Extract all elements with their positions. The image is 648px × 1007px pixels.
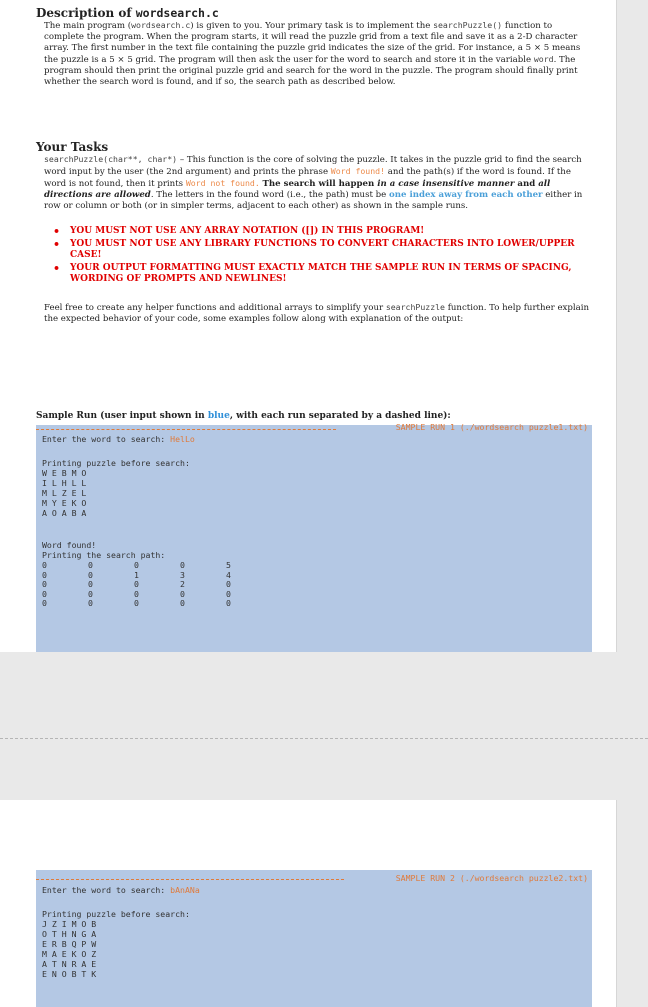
path-cell: 0 [134, 598, 139, 609]
word-found-line: Word found! [42, 540, 97, 550]
path-cell: 0 [226, 588, 231, 599]
grid-row: E N O B T K [42, 969, 97, 979]
grid-row: M A E K O Z [42, 949, 97, 959]
tasks-heading: Your Tasks [36, 140, 109, 154]
path-cell: 0 [88, 598, 93, 609]
path-cell: 5 [226, 560, 231, 570]
page-edge [616, 800, 617, 1007]
path-cell: 0 [88, 560, 93, 570]
tasks-paragraph: searchPuzzle(char**, char*) – This function is the core of solving the puzzle. It takes in the puzzle grid to find the search word input by the user (the 2nd argument) and prints the phrase Word found! and the path(s) if the word is found. If the word is not found, then it prints Word not found. The search will happen in a case insensitive manner and all directions are allowed. The letters in the found word (i.e., the path) must be one index away from each other either in row or column or both (or in simpler terms, adjacent to each other) as shown in the sample runs. [44, 154, 583, 212]
path-cell: 0 [180, 560, 185, 570]
path-cell: 0 [42, 579, 47, 590]
user-input: HelLo [170, 434, 195, 444]
path-cell: 4 [226, 569, 231, 580]
path-cell: 0 [134, 560, 139, 570]
grid-row: A T N R A E [42, 959, 97, 969]
printing-label: Printing puzzle before search: [42, 458, 190, 468]
printing-label: Printing puzzle before search: [42, 909, 190, 919]
path-cell: 0 [134, 588, 139, 599]
path-cell: 0 [226, 598, 231, 609]
sample-run-2-terminal [36, 870, 592, 1007]
adjacency-highlight: one index away from each other [389, 190, 543, 201]
grid-row: O T H N G A [42, 929, 97, 939]
function-signature: searchPuzzle(char**, char*) [44, 154, 178, 164]
page-edge [616, 0, 617, 652]
search-prompt: Enter the word to search: HelLo [42, 434, 195, 444]
path-label: Printing the search path: [42, 550, 166, 560]
sample-run-1-terminal [36, 422, 592, 652]
warning-item: • YOU MUST NOT USE ANY LIBRARY FUNCTIONS TO CONVERT CHARACTERS INTO LOWER/UPPER CASE! [70, 239, 592, 262]
description-paragraph: The main program (wordsearch.c) is given to you. Your primary task is to implement the searchPuzzle() function to complete the program. When the program starts, it will read the puzzle grid from a text file and save it as a 2-D character array. The first number in the text file containing the puzzle grid indicates the size of the grid. For instance, a 5 × 5 means the puzzle is a 5 × 5 grid. The program will then ask the user for the word to search and store it in the variable word. The program should then print the original puzzle grid and search for the word in the puzzle. The program should finally print whether the search word is found, and if so, the search path as described below. [44, 20, 581, 88]
grid-row: W E B M O [42, 468, 87, 478]
path-cell: 0 [42, 588, 47, 599]
path-cell: 0 [42, 560, 47, 570]
sample-run-title: Sample Run (user input shown in blue, with each run separated by a dashed line): [36, 411, 451, 421]
path-cell: 0 [88, 569, 93, 580]
sample-run-2-header: SAMPLE RUN 2 (./wordsearch puzzle2.txt) [395, 873, 588, 883]
path-cell: 0 [180, 598, 185, 609]
path-cell: 0 [180, 588, 185, 599]
path-cell: 0 [42, 569, 47, 580]
code-ref: searchPuzzle() [433, 20, 503, 30]
path-cell: 0 [134, 579, 139, 590]
run-separator [36, 429, 336, 430]
description-section [36, 6, 592, 89]
path-cell: 0 [42, 598, 47, 609]
word-not-found-phrase: Word not found. [185, 178, 260, 189]
search-prompt: Enter the word to search: bAnANa [42, 885, 200, 895]
grid-row: A O A B A [42, 508, 87, 518]
code-ref: wordsearch.c [131, 20, 191, 30]
grid-row: M L Z E L [42, 488, 87, 498]
description-heading: Description of wordsearch.c [36, 6, 219, 20]
path-cell: 0 [88, 588, 93, 599]
page-break-line [0, 738, 648, 739]
run-separator [36, 879, 344, 880]
tasks-section [36, 140, 592, 325]
grid-row: E R B Q P W [42, 939, 97, 949]
path-cell: 0 [88, 579, 93, 590]
word-found-phrase: Word found! [330, 166, 386, 177]
grid-row: J Z I M O B [42, 919, 97, 929]
path-cell: 3 [180, 569, 185, 580]
path-cell: 2 [180, 579, 185, 590]
grid-row: M Y E K O [42, 498, 87, 508]
code-ref: word [533, 54, 554, 65]
sample-run-1-header: SAMPLE RUN 1 (./wordsearch puzzle1.txt) [395, 422, 588, 432]
path-cell: 1 [134, 569, 139, 580]
user-input: bAnANa [170, 885, 200, 895]
path-cell: 0 [226, 579, 231, 590]
helper-paragraph: Feel free to create any helper functions and additional arrays to simplify your searchPuzzle function. To help further explain the expected behavior of your code, some examples follow along with explanation of the output: [44, 301, 590, 325]
warning-item: • YOU MUST NOT USE ANY ARRAY NOTATION ([]) IN THIS PROGRAM! [70, 226, 592, 238]
warning-item: • YOUR OUTPUT FORMATTING MUST EXACTLY MATCH THE SAMPLE RUN IN TERMS OF SPACING, WORDING OF PROMPTS AND NEWLINES! [70, 263, 592, 286]
warnings-list [36, 226, 592, 286]
grid-row: I L H L L [42, 478, 87, 488]
